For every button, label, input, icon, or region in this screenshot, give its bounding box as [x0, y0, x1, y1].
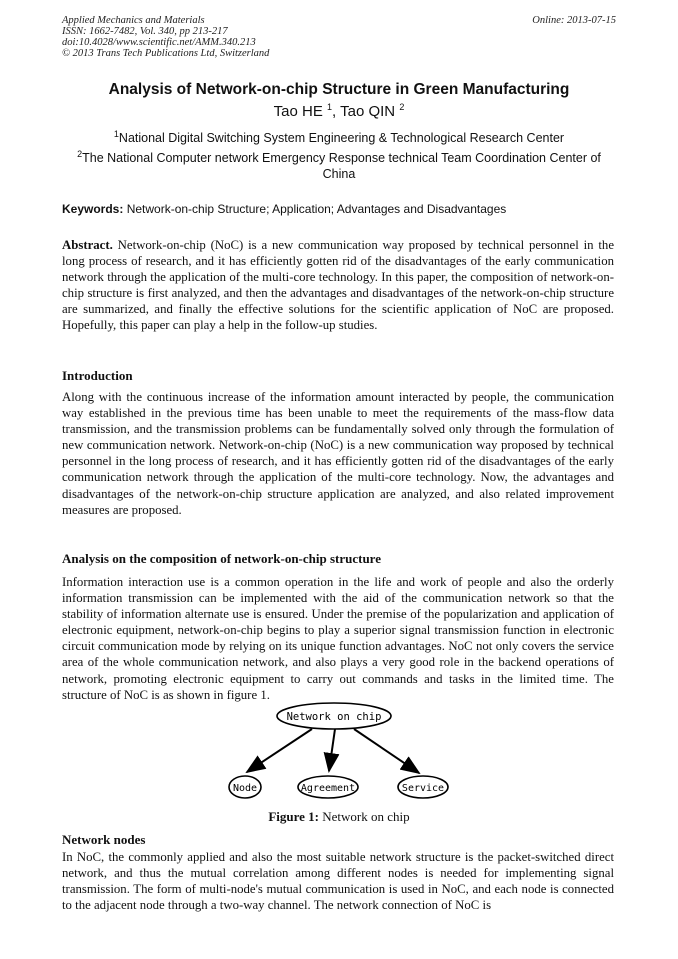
- author-1: Tao HE: [273, 103, 323, 120]
- affiliation-1: [62, 130, 616, 146]
- online-date: Online: 2013-07-15: [532, 15, 616, 26]
- noc-tree-diagram: [62, 702, 616, 806]
- child-service-label: Service: [401, 783, 445, 794]
- figure-caption-text: Network on chip: [322, 809, 410, 824]
- abstract-label: Abstract.: [62, 238, 113, 252]
- figure-1-caption: [0, 809, 678, 825]
- root-node-label: Network on chip: [286, 711, 382, 723]
- journal-name: Applied Mechanics and Materials: [62, 15, 205, 26]
- journal-header: [62, 15, 269, 59]
- affiliation-2-sup: 2: [77, 148, 83, 159]
- copyright-line: © 2013 Trans Tech Publications Ltd, Switzerland: [62, 48, 270, 59]
- affiliation-2-text: The National Computer network Emergency Response technical Team Coordination Center of China: [82, 151, 601, 181]
- keywords-text: Network-on-chip Structure; Application; Advantages and Disadvantages: [126, 202, 507, 216]
- child-agreement-label: Agreement: [300, 783, 356, 794]
- affiliation-1-sup: 1: [113, 128, 119, 139]
- abstract-paragraph: [62, 237, 614, 334]
- author-1-sup: 1: [327, 102, 333, 112]
- section-heading-introduction: Introduction: [62, 368, 133, 383]
- figure-caption-label: Figure 1:: [268, 809, 320, 824]
- author-2: Tao QIN: [340, 103, 396, 120]
- keywords-label: Keywords:: [62, 202, 124, 216]
- network-nodes-paragraph: In NoC, the commonly applied and also the most suitable network structure is the packet-switched direct network, and thus the mutual correlation among different nodes is needed for implementing signal transmission. The form of multi-node's mutual communication is used in NoC, and each node is connected to the adjacent node through a two-way channel. The network connection of NoC is: [62, 850, 614, 913]
- affiliation-2: [62, 150, 616, 182]
- issn-line: ISSN: 1662-7482, Vol. 340, pp 213-217: [62, 26, 228, 37]
- child-node-label: Node: [232, 783, 258, 794]
- author-line: [0, 103, 678, 120]
- figure-1-diagram: [62, 702, 616, 806]
- edge-to-node: [247, 729, 312, 772]
- doi-line: doi:10.4028/www.scientific.net/AMM.340.213: [62, 37, 256, 48]
- affiliation-1-text: National Digital Switching System Engineering & Technological Research Center: [118, 131, 565, 145]
- abstract-text: Network-on-chip (NoC) is a new communication way proposed by technical personnel in the long process of research, and it has efficiently gotten rid of the disadvantages of the early communication network through the application of the multi-core technology. In this paper, the composition of network-on-chip structure is first analyzed, and then the advantages and disadvantages of the network-on-chip structure are summarized, and finally the effective solutions for the scientific application of NoC are proposed. Hopefully, this paper can play a help in the follow-up studies.: [62, 238, 614, 333]
- edge-to-agreement: [329, 729, 335, 771]
- section-heading-analysis: Analysis on the composition of network-on-chip structure: [62, 551, 381, 566]
- paper-title: Analysis of Network-on-chip Structure in Green Manufacturing: [108, 81, 570, 98]
- section-heading-network-nodes: Network nodes: [62, 832, 146, 847]
- author-separator: ,: [332, 103, 341, 120]
- introduction-paragraph: Along with the continuous increase of the information amount interacted by people, the communication way established in the previous time has been unable to meet the requirements of the mass-flow data transmission, and the transmission problems can be fundamentally solved only through the formulation of new communication network. Network-on-chip (NoC) is a new communication way proposed by technical personnel in the long process of research, and it has efficiently gotten rid of the disadvantages of the early communication network through the application of the multi-core technology. Now, the advantages and disadvantages of the network-on-chip structure application are analyzed, and also related improvement measures are proposed.: [62, 390, 614, 517]
- edge-to-service: [354, 729, 419, 773]
- author-2-sup: 2: [399, 102, 405, 112]
- keywords-line: [62, 202, 506, 216]
- analysis-paragraph: Information interaction use is a common operation in the life and work of people and also the orderly information transmission can be implemented with the aid of the communication network so that the stability of information alternate use is ensured. Under the premise of the popularization and application of electronic equipment, network-on-chip begins to play a superior signal transmission function in electronic circuit communication mode by relying on its unique function advantages. NoC not only covers the service area of the whole communication network, and also plays a very good role in the backend operations of network, promoting electronic equipment to carry out commands and tasks in the limited time. The structure of NoC is as shown in figure 1.: [62, 575, 614, 702]
